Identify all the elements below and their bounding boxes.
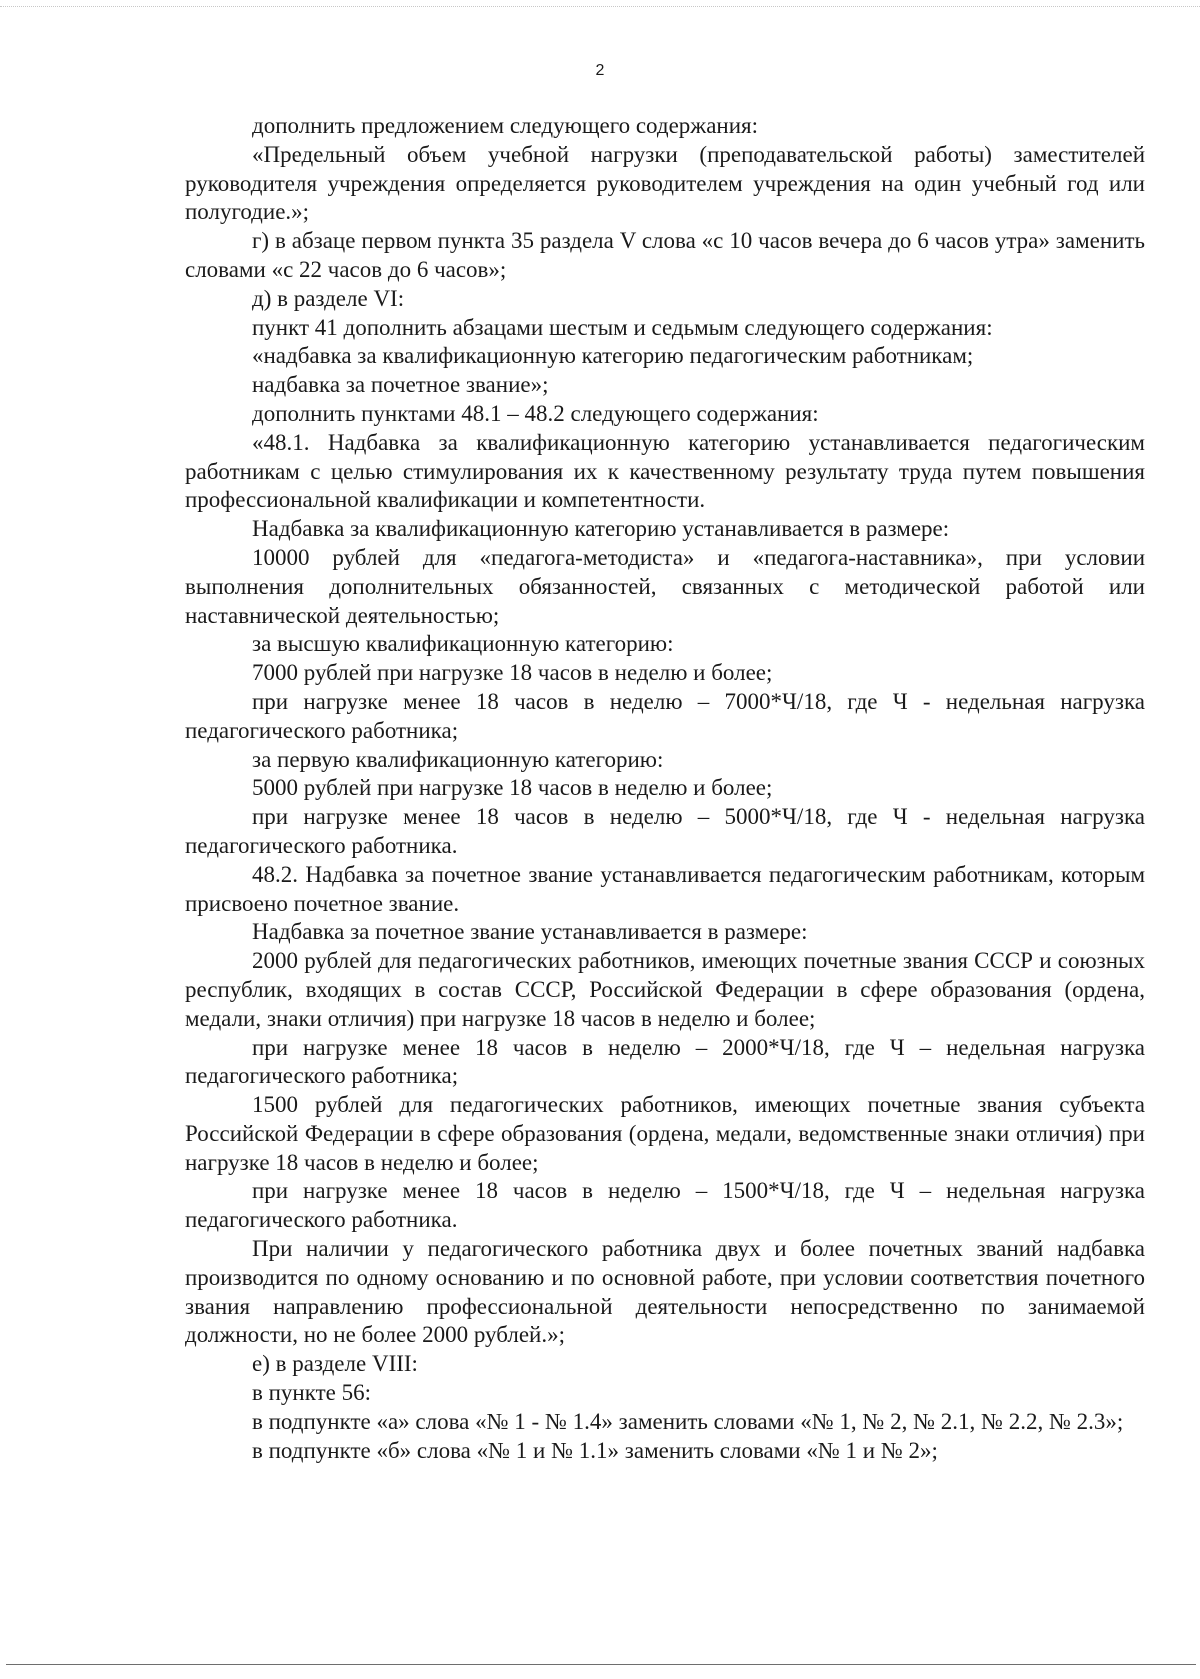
paragraph: «Предельный объем учебной нагрузки (преподавательской работы) заместителей руководителя учреждения определяется руководителем учреждения на один учебный год или полугодие.»; — [185, 141, 1145, 225]
paragraph: Надбавка за квалификационную категорию устанавливается в размере: — [252, 516, 950, 542]
paragraph: дополнить пунктами 48.1 – 48.2 следующего содержания: — [252, 400, 819, 426]
scan-edge-top — [0, 6, 1200, 7]
paragraph: д) в разделе VI: — [252, 285, 405, 311]
paragraph: за высшую квалификационную категорию: — [252, 631, 674, 657]
paragraph: дополнить предложением следующего содержания: — [252, 113, 758, 138]
paragraph: 10000 рублей для «педагога-методиста» и «педагога-наставника», при условии выполнения дополнительных обязанностей, связанных с методической работой или наставнической деятельностью; — [185, 544, 1145, 628]
paragraph: в пункте 56: — [252, 1380, 371, 1406]
paragraph: при нагрузке менее 18 часов в неделю – 1500*Ч/18, где Ч – недельная нагрузка педагогического работника. — [185, 1178, 1145, 1233]
paragraph: «48.1. Надбавка за квалификационную категорию устанавливается педагогическим работникам с целью стимулирования их к качественному результату труда путем повышения профессиональной квалификации и компетентности. — [185, 429, 1145, 513]
page-number: 2 — [595, 62, 605, 79]
paragraph: за первую квалификационную категорию: — [252, 746, 664, 772]
document-body — [185, 112, 1145, 1465]
paragraph: «надбавка за квалификационную категорию педагогическим работникам; — [252, 343, 974, 369]
paragraph: пункт 41 дополнить абзацами шестым и седьмым следующего содержания: — [252, 314, 993, 340]
paragraph: при нагрузке менее 18 часов в неделю – 5000*Ч/18, где Ч - недельная нагрузка педагогического работника. — [185, 804, 1145, 858]
paragraph: е) в разделе VIII: — [252, 1351, 418, 1377]
paragraph: Надбавка за почетное звание устанавливается в размере: — [252, 919, 808, 945]
paragraph: при нагрузке менее 18 часов в неделю – 7000*Ч/18, где Ч - недельная нагрузка педагогического работника; — [185, 688, 1145, 743]
paragraph: 48.2. Надбавка за почетное звание устанавливается педагогическим работникам, которым присвоено почетное звание. — [185, 861, 1145, 916]
paragraph: 5000 рублей при нагрузке 18 часов в неделю и более; — [252, 775, 773, 801]
paragraph: 1500 рублей для педагогических работников, имеющих почетные звания субъекта Российской Федерации в сфере образования (ордена, медали, ведомственные знаки отличия) при нагрузке 18 часов в неделю и более; — [185, 1092, 1145, 1175]
paragraph: при нагрузке менее 18 часов в неделю – 2000*Ч/18, где Ч – недельная нагрузка педагогического работника; — [185, 1034, 1145, 1089]
paragraph: в подпункте «а» слова «№ 1 - № 1.4» заменить словами «№ 1, № 2, № 2.1, № 2.2, № 2.3»; — [252, 1408, 1124, 1434]
paragraph: 7000 рублей при нагрузке 18 часов в неделю и более; — [252, 660, 773, 686]
paragraph: При наличии у педагогического работника двух и более почетных званий надбавка производится по одному основанию и по основной работе, при условии соответствия почетного звания направлению профессиональной деятельности непосредственно по занимаемой должности, но не более 2000 рублей.»; — [185, 1236, 1145, 1348]
paragraph: в подпункте «б» слова «№ 1 и № 1.1» заменить словами «№ 1 и № 2»; — [252, 1437, 938, 1463]
paragraph: 2000 рублей для педагогических работников, имеющих почетные звания СССР и союзных республик, входящих в состав СССР, Российской Федерации в сфере образования (ордена, медали, знаки отличия) при нагрузке 18 часов в неделю и более; — [185, 948, 1145, 1031]
paragraph: надбавка за почетное звание»; — [252, 372, 549, 398]
scan-edge-bottom — [6, 1664, 1196, 1665]
paragraph: г) в абзаце первом пункта 35 раздела V слова «с 10 часов вечера до 6 часов утра» заменить словами «с 22 часов до 6 часов»; — [185, 228, 1145, 282]
